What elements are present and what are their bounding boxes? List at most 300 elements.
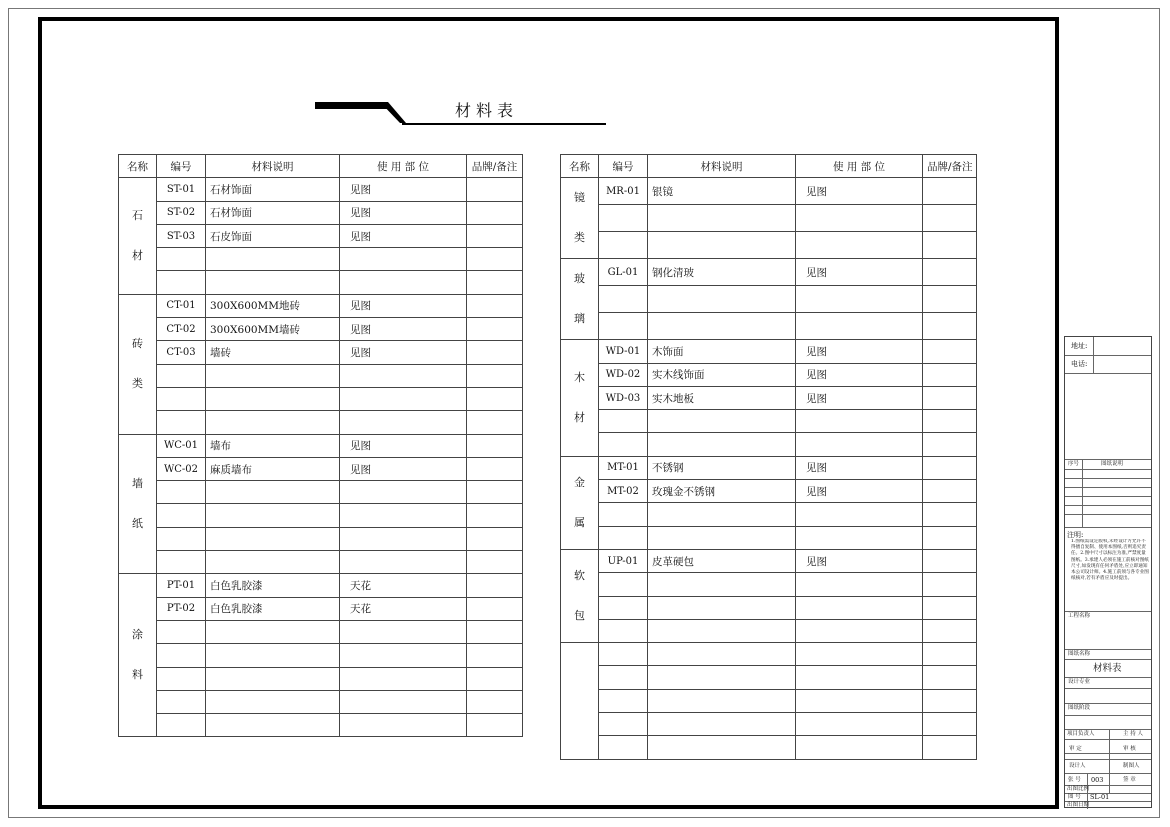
remark-cell <box>467 551 523 574</box>
code-cell <box>157 271 206 294</box>
code-cell <box>599 410 648 433</box>
code-cell: MR-01 <box>599 178 648 205</box>
category-cell <box>119 178 157 294</box>
location-cell <box>340 248 467 271</box>
table-row <box>119 387 523 410</box>
location-cell <box>340 481 467 504</box>
desc-cell <box>648 573 796 596</box>
table-row <box>119 294 523 317</box>
check-label: 审 核 <box>1123 746 1136 752</box>
remark-cell <box>923 205 977 232</box>
remark-cell <box>467 224 523 247</box>
phone-label: 电话: <box>1071 360 1088 368</box>
remark-cell <box>923 433 977 456</box>
category-char: 金 <box>574 475 585 489</box>
desc-cell <box>206 387 340 410</box>
remark-cell <box>467 271 523 294</box>
remark-cell <box>923 619 977 642</box>
desc-cell: 300X600MM地砖 <box>206 294 340 317</box>
location-cell <box>796 526 923 549</box>
table-row <box>561 689 977 712</box>
desc-cell <box>206 644 340 667</box>
table-row <box>119 341 523 364</box>
desc-cell: 白色乳胶漆 <box>206 574 340 597</box>
category-cell <box>561 643 599 759</box>
category-char: 砖 <box>132 337 143 351</box>
location-cell: 见图 <box>796 549 923 572</box>
code-cell: ST-03 <box>157 224 206 247</box>
code-cell <box>157 690 206 713</box>
sheet-no-label: 张 号 <box>1068 777 1081 783</box>
remark-cell <box>923 666 977 689</box>
code-cell: CT-01 <box>157 294 206 317</box>
category-char: 石 <box>132 209 143 223</box>
category-char: 料 <box>132 668 143 682</box>
drawing-no-label: 图 号 <box>1068 794 1081 800</box>
desc-cell <box>648 619 796 642</box>
location-cell <box>340 527 467 550</box>
table-row <box>119 457 523 480</box>
table-row <box>119 504 523 527</box>
location-cell <box>796 643 923 666</box>
remark-cell <box>467 178 523 201</box>
remark-cell <box>923 410 977 433</box>
category-char: 包 <box>574 609 585 623</box>
desc-cell: 石材饰面 <box>206 201 340 224</box>
desc-cell <box>206 620 340 643</box>
table-row <box>561 713 977 736</box>
location-cell <box>340 411 467 434</box>
location-cell <box>340 644 467 667</box>
code-cell <box>599 205 648 232</box>
sheet-no-value: 003 <box>1091 776 1104 784</box>
desc-cell: 实木地板 <box>648 386 796 409</box>
remark-cell <box>467 690 523 713</box>
table-row <box>561 573 977 596</box>
location-cell: 见图 <box>796 386 923 409</box>
header-code: 编号 <box>599 155 648 178</box>
location-cell <box>796 713 923 736</box>
remark-cell <box>467 318 523 341</box>
seq-label: 序号 <box>1068 461 1080 467</box>
table-row <box>119 224 523 247</box>
category-char: 软 <box>574 569 585 583</box>
code-cell <box>599 619 648 642</box>
remark-cell <box>467 620 523 643</box>
category-cell <box>561 178 599 259</box>
code-cell <box>599 286 648 313</box>
table-row <box>561 178 977 205</box>
remark-cell <box>923 503 977 526</box>
materials-table-right <box>560 154 977 760</box>
table-row <box>561 286 977 313</box>
header-remark: 品牌/备注 <box>467 155 523 178</box>
table-row <box>561 259 977 286</box>
remark-cell <box>923 689 977 712</box>
location-cell <box>796 689 923 712</box>
category-char: 材 <box>132 249 143 263</box>
location-cell <box>796 619 923 642</box>
header-desc: 材料说明 <box>648 155 796 178</box>
remark-cell <box>923 313 977 340</box>
table-row <box>561 503 977 526</box>
header-code: 编号 <box>157 155 206 178</box>
header-remark: 品牌/备注 <box>923 155 977 178</box>
code-cell <box>157 481 206 504</box>
location-cell: 见图 <box>340 178 467 201</box>
remark-cell <box>467 644 523 667</box>
remark-cell <box>923 573 977 596</box>
desc-cell: 墙布 <box>206 434 340 457</box>
remark-cell <box>467 481 523 504</box>
category-cell <box>119 294 157 434</box>
remark-cell <box>467 597 523 620</box>
code-cell: WD-01 <box>599 340 648 363</box>
desc-cell: 钢化清玻 <box>648 259 796 286</box>
remark-cell <box>923 363 977 386</box>
table-row <box>119 364 523 387</box>
category-char: 类 <box>132 377 143 391</box>
code-cell: GL-01 <box>599 259 648 286</box>
remark-cell <box>467 341 523 364</box>
code-cell <box>157 411 206 434</box>
category-cell <box>561 340 599 456</box>
table-row <box>119 620 523 643</box>
code-cell: PT-01 <box>157 574 206 597</box>
materials-table-left <box>118 154 523 737</box>
code-cell <box>599 666 648 689</box>
date-label: 出图日期 <box>1067 802 1090 808</box>
designer-label: 设计人 <box>1069 763 1086 769</box>
desc-cell <box>648 596 796 619</box>
table-row <box>561 526 977 549</box>
desc-cell: 不锈钢 <box>648 456 796 479</box>
code-cell <box>599 313 648 340</box>
discipline-label: 设计专业 <box>1068 679 1091 685</box>
category-char: 木 <box>574 371 585 385</box>
desc-cell <box>648 433 796 456</box>
table-row <box>119 574 523 597</box>
project-name-label: 工程名称 <box>1068 613 1091 619</box>
remark-cell <box>467 201 523 224</box>
remark-cell <box>923 596 977 619</box>
table-row <box>119 271 523 294</box>
code-cell: CT-03 <box>157 341 206 364</box>
code-cell <box>157 551 206 574</box>
category-char: 材 <box>574 411 585 425</box>
table-row <box>561 643 977 666</box>
code-cell: ST-02 <box>157 201 206 224</box>
remark-cell <box>467 667 523 690</box>
code-cell <box>599 526 648 549</box>
code-cell <box>599 643 648 666</box>
code-cell <box>599 596 648 619</box>
table-header-row <box>561 155 977 178</box>
table-row <box>119 318 523 341</box>
code-cell: MT-01 <box>599 456 648 479</box>
category-char: 玻 <box>574 272 585 286</box>
drawing-name-label: 图纸名称 <box>1068 651 1091 657</box>
table-row <box>119 248 523 271</box>
code-cell: PT-02 <box>157 597 206 620</box>
location-cell <box>796 596 923 619</box>
remark-cell <box>467 387 523 410</box>
desc-cell <box>648 205 796 232</box>
code-cell <box>157 620 206 643</box>
desc-cell <box>206 364 340 387</box>
desc-cell <box>648 713 796 736</box>
remark-cell <box>923 480 977 503</box>
code-cell <box>599 713 648 736</box>
desc-cell: 石材饰面 <box>206 178 340 201</box>
location-cell: 见图 <box>340 341 467 364</box>
code-cell <box>157 364 206 387</box>
table-row <box>561 205 977 232</box>
category-char: 璃 <box>574 312 585 326</box>
remark-cell <box>467 527 523 550</box>
remark-cell <box>923 178 977 205</box>
category-char: 镜 <box>574 191 585 205</box>
location-cell <box>340 387 467 410</box>
remark-cell <box>467 574 523 597</box>
code-cell <box>599 503 648 526</box>
table-row <box>119 690 523 713</box>
remark-cell <box>923 526 977 549</box>
desc-cell: 实木线饰面 <box>648 363 796 386</box>
code-cell <box>157 248 206 271</box>
table-row <box>119 667 523 690</box>
table-row <box>561 456 977 479</box>
address-label: 地址: <box>1071 342 1088 350</box>
sign-label: 签 章 <box>1123 777 1136 783</box>
table-row <box>119 527 523 550</box>
location-cell <box>340 271 467 294</box>
desc-cell <box>648 286 796 313</box>
table-row <box>561 232 977 259</box>
title-block <box>1064 336 1152 808</box>
location-cell: 见图 <box>796 340 923 363</box>
desc-cell <box>648 410 796 433</box>
location-cell: 见图 <box>340 434 467 457</box>
code-cell <box>157 667 206 690</box>
table-row <box>561 596 977 619</box>
remark-cell <box>923 386 977 409</box>
location-cell: 天花 <box>340 574 467 597</box>
location-cell <box>796 666 923 689</box>
desc-cell <box>648 666 796 689</box>
remark-cell <box>923 456 977 479</box>
desc-cell <box>648 689 796 712</box>
table-row <box>119 411 523 434</box>
location-cell: 见图 <box>796 456 923 479</box>
location-cell: 见图 <box>796 363 923 386</box>
location-cell <box>796 433 923 456</box>
table-row <box>119 178 523 201</box>
title-underline <box>402 123 606 125</box>
table-row <box>561 433 977 456</box>
review-label: 审 定 <box>1069 746 1082 752</box>
desc-cell: 300X600MM墙砖 <box>206 318 340 341</box>
code-cell <box>157 714 206 737</box>
location-cell <box>796 736 923 759</box>
drawing-desc-label: 图纸说明 <box>1101 461 1124 467</box>
drafter-label: 制图人 <box>1123 763 1140 769</box>
category-char: 类 <box>574 231 585 245</box>
desc-cell <box>206 667 340 690</box>
code-cell: UP-01 <box>599 549 648 572</box>
header-name: 名称 <box>119 155 157 178</box>
remark-cell <box>923 736 977 759</box>
location-cell <box>340 667 467 690</box>
location-cell <box>796 573 923 596</box>
code-cell <box>599 573 648 596</box>
location-cell: 见图 <box>796 259 923 286</box>
location-cell <box>796 286 923 313</box>
remark-cell <box>923 643 977 666</box>
location-cell <box>796 232 923 259</box>
table-row <box>561 736 977 759</box>
desc-cell: 皮革硬包 <box>648 549 796 572</box>
remark-cell <box>467 434 523 457</box>
header-location: 使 用 部 位 <box>796 155 923 178</box>
remark-cell <box>923 340 977 363</box>
table-row <box>561 480 977 503</box>
drawing-no-value: SL-01 <box>1090 793 1110 801</box>
header-location: 使 用 部 位 <box>340 155 467 178</box>
category-char: 墙 <box>132 476 143 490</box>
category-cell <box>561 549 599 642</box>
remark-cell <box>467 248 523 271</box>
location-cell <box>340 690 467 713</box>
remark-cell <box>467 364 523 387</box>
table-row <box>119 714 523 737</box>
category-cell <box>119 434 157 574</box>
scale-label: 出图比例 <box>1067 786 1090 792</box>
code-cell <box>599 689 648 712</box>
code-cell <box>599 433 648 456</box>
category-cell <box>561 259 599 340</box>
desc-cell <box>648 643 796 666</box>
desc-cell: 石皮饰面 <box>206 224 340 247</box>
code-cell: CT-02 <box>157 318 206 341</box>
header-desc: 材料说明 <box>206 155 340 178</box>
remark-cell <box>923 232 977 259</box>
remark-cell <box>467 411 523 434</box>
location-cell: 见图 <box>340 457 467 480</box>
title-decoration-bar <box>315 102 387 109</box>
location-cell <box>340 620 467 643</box>
location-cell <box>796 503 923 526</box>
table-row <box>119 481 523 504</box>
location-cell: 见图 <box>340 318 467 341</box>
remark-cell <box>467 294 523 317</box>
desc-cell: 白色乳胶漆 <box>206 597 340 620</box>
table-row <box>119 201 523 224</box>
drawing-name-value: 材料表 <box>1093 663 1122 674</box>
code-cell: WD-02 <box>599 363 648 386</box>
desc-cell <box>206 527 340 550</box>
location-cell: 见图 <box>796 480 923 503</box>
category-char: 涂 <box>132 628 143 642</box>
desc-cell <box>206 248 340 271</box>
desc-cell: 墙砖 <box>206 341 340 364</box>
table-row <box>561 619 977 642</box>
table-row <box>119 597 523 620</box>
stage-label: 图纸阶段 <box>1068 705 1091 711</box>
remark-cell <box>923 286 977 313</box>
desc-cell <box>648 736 796 759</box>
code-cell <box>157 504 206 527</box>
page-title: 材料表 <box>455 101 519 120</box>
desc-cell: 银镜 <box>648 178 796 205</box>
code-cell <box>157 644 206 667</box>
location-cell <box>340 364 467 387</box>
desc-cell <box>206 411 340 434</box>
code-cell: ST-01 <box>157 178 206 201</box>
chief-label: 主 持 人 <box>1123 731 1143 737</box>
location-cell <box>796 205 923 232</box>
location-cell: 天花 <box>340 597 467 620</box>
desc-cell <box>206 481 340 504</box>
desc-cell <box>206 690 340 713</box>
location-cell <box>340 551 467 574</box>
remark-cell <box>467 504 523 527</box>
desc-cell <box>206 714 340 737</box>
desc-cell: 木饰面 <box>648 340 796 363</box>
desc-cell <box>648 526 796 549</box>
table-row <box>561 313 977 340</box>
header-name: 名称 <box>561 155 599 178</box>
location-cell <box>340 504 467 527</box>
location-cell: 见图 <box>340 201 467 224</box>
remark-cell <box>467 457 523 480</box>
desc-cell: 麻质墙布 <box>206 457 340 480</box>
location-cell <box>340 714 467 737</box>
table-row <box>561 410 977 433</box>
location-cell: 见图 <box>340 224 467 247</box>
remark-cell <box>923 713 977 736</box>
location-cell <box>796 313 923 340</box>
desc-cell: 玫瑰金不锈钢 <box>648 480 796 503</box>
table-row <box>119 644 523 667</box>
table-row <box>561 666 977 689</box>
table-row <box>561 363 977 386</box>
notes-text: 1.图纸需设定版权,未经设计方允许不得擅自复制、使用本图纸,否则追究责任。2.图中尺寸以标注为准,严禁度量图纸。3.承建人必须在施工前核对图纸尺寸,如发现有任何矛盾处,应立即通知本公司设计师。4.施工前须与各专业图纸核对,若有矛盾应及时提出。 <box>1071 539 1149 582</box>
category-cell <box>119 574 157 737</box>
desc-cell <box>206 271 340 294</box>
code-cell <box>599 232 648 259</box>
code-cell: WC-01 <box>157 434 206 457</box>
category-char: 纸 <box>132 516 143 530</box>
code-cell <box>157 527 206 550</box>
desc-cell <box>648 232 796 259</box>
table-row <box>561 549 977 572</box>
project-lead-label: 项目负责人 <box>1067 731 1095 737</box>
location-cell <box>796 410 923 433</box>
category-char: 属 <box>574 515 585 529</box>
remark-cell <box>923 259 977 286</box>
desc-cell <box>206 551 340 574</box>
desc-cell <box>648 503 796 526</box>
table-row <box>561 340 977 363</box>
location-cell: 见图 <box>340 294 467 317</box>
remark-cell <box>467 714 523 737</box>
remark-cell <box>923 549 977 572</box>
code-cell: MT-02 <box>599 480 648 503</box>
desc-cell <box>648 313 796 340</box>
code-cell <box>599 736 648 759</box>
category-cell <box>561 456 599 549</box>
